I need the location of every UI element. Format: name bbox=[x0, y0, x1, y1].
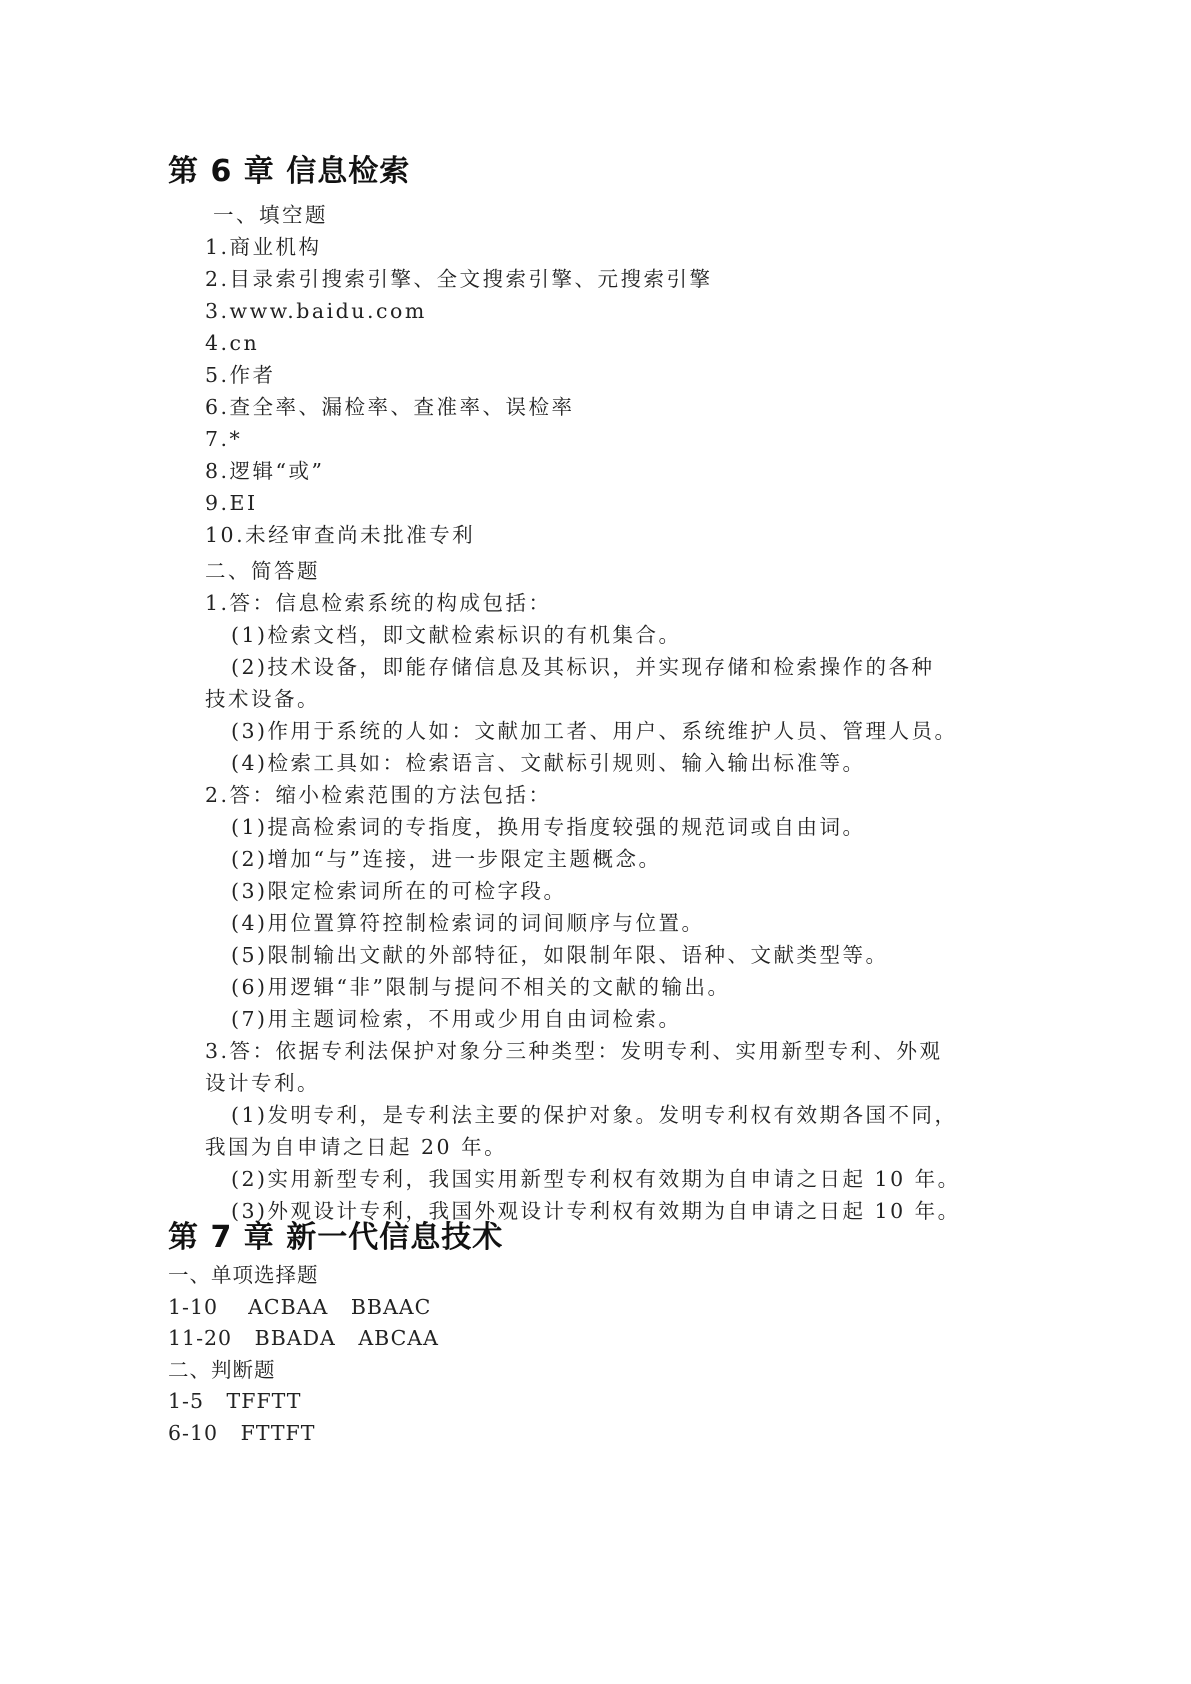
q2-item-2: (2)增加“与”连接，进一步限定主题概念。 bbox=[231, 847, 662, 871]
fill-answer-8: 8.逻辑“或” bbox=[205, 459, 325, 483]
section-title-true-false: 二、判断题 bbox=[168, 1357, 276, 1382]
choice-answers-11-20: 11-20 BBADA ABCAA bbox=[168, 1326, 439, 1350]
q3-intro-line-1: 3.答：依据专利法保护对象分三种类型：发明专利、实用新型专利、外观 bbox=[205, 1039, 943, 1063]
section-title-single-choice: 一、单项选择题 bbox=[168, 1263, 319, 1287]
fill-answer-5: 5.作者 bbox=[205, 363, 276, 387]
chapter-6-title: 第 6 章 信息检索 bbox=[168, 154, 411, 189]
q2-item-6: (6)用逻辑“非”限制与提问不相关的文献的输出。 bbox=[231, 975, 731, 999]
fill-answer-6: 6.查全率、漏检率、查准率、误检率 bbox=[205, 395, 575, 419]
q2-item-5: (5)限制输出文献的外部特征，如限制年限、语种、文献类型等。 bbox=[231, 943, 889, 967]
fill-answer-2: 2.目录索引搜索引擎、全文搜索引擎、元搜索引擎 bbox=[205, 267, 713, 291]
fill-answer-4: 4.cn bbox=[205, 331, 260, 355]
chapter-7-body bbox=[168, 1260, 439, 1449]
q1-point-2-line-2: 技术设备。 bbox=[205, 687, 320, 711]
q1-point-1: (1)检索文档，即文献检索标识的有机集合。 bbox=[231, 623, 682, 647]
fill-answer-7: 7.* bbox=[205, 427, 243, 451]
q1-intro: 1.答：信息检索系统的构成包括： bbox=[205, 591, 552, 615]
q3-intro-line-2: 设计专利。 bbox=[205, 1071, 320, 1095]
choice-answers-1-10: 1-10 ACBAA BBAAC bbox=[168, 1294, 432, 1319]
fill-answer-1: 1.商业机构 bbox=[205, 235, 322, 259]
q2-item-7: (7)用主题词检索，不用或少用自由词检索。 bbox=[231, 1007, 682, 1031]
fill-answer-10: 10.未经审查尚未批准专利 bbox=[205, 523, 476, 547]
q2-item-3: (3)限定检索词所在的可检字段。 bbox=[231, 879, 567, 903]
q3-point-2: (2)实用新型专利，我国实用新型专利权有效期为自申请之日起 10 年。 bbox=[231, 1167, 961, 1191]
q1-point-2-line-1: (2)技术设备，即能存储信息及其标识，并实现存储和检索操作的各种 bbox=[231, 655, 935, 679]
fill-answer-9: 9.EI bbox=[205, 491, 258, 515]
q1-point-4: (4)检索工具如：检索语言、文献标引规则、输入输出标准等。 bbox=[231, 751, 866, 775]
chapter-7-title: 第 7 章 新一代信息技术 bbox=[168, 1220, 504, 1255]
q1-point-3: (3)作用于系统的人如：文献加工者、用户、系统维护人员、管理人员。 bbox=[231, 719, 958, 743]
chapter-6-body bbox=[205, 199, 961, 1227]
tf-answers-1-5: 1-5 TFFTT bbox=[168, 1389, 302, 1413]
q3-point-3: (3)外观设计专利，我国外观设计专利权有效期为自申请之日起 10 年。 bbox=[231, 1199, 961, 1223]
q3-point-1-line-1: (1)发明专利，是专利法主要的保护对象。发明专利权有效期各国不同， bbox=[231, 1103, 958, 1127]
fill-answer-3: 3.www.baidu.com bbox=[205, 299, 427, 323]
tf-answers-6-10: 6-10 FTTFT bbox=[168, 1420, 316, 1445]
q2-intro: 2.答：缩小检索范围的方法包括： bbox=[205, 783, 552, 807]
section-title-short-answer: 二、简答题 bbox=[205, 559, 320, 583]
q2-item-4: (4)用位置算符控制检索词的词间顺序与位置。 bbox=[231, 911, 705, 935]
q3-point-1-line-2: 我国为自申请之日起 20 年。 bbox=[205, 1135, 508, 1159]
q2-item-1: (1)提高检索词的专指度，换用专指度较强的规范词或自由词。 bbox=[231, 815, 866, 839]
section-title-fill-in: 一、填空题 bbox=[213, 203, 328, 227]
